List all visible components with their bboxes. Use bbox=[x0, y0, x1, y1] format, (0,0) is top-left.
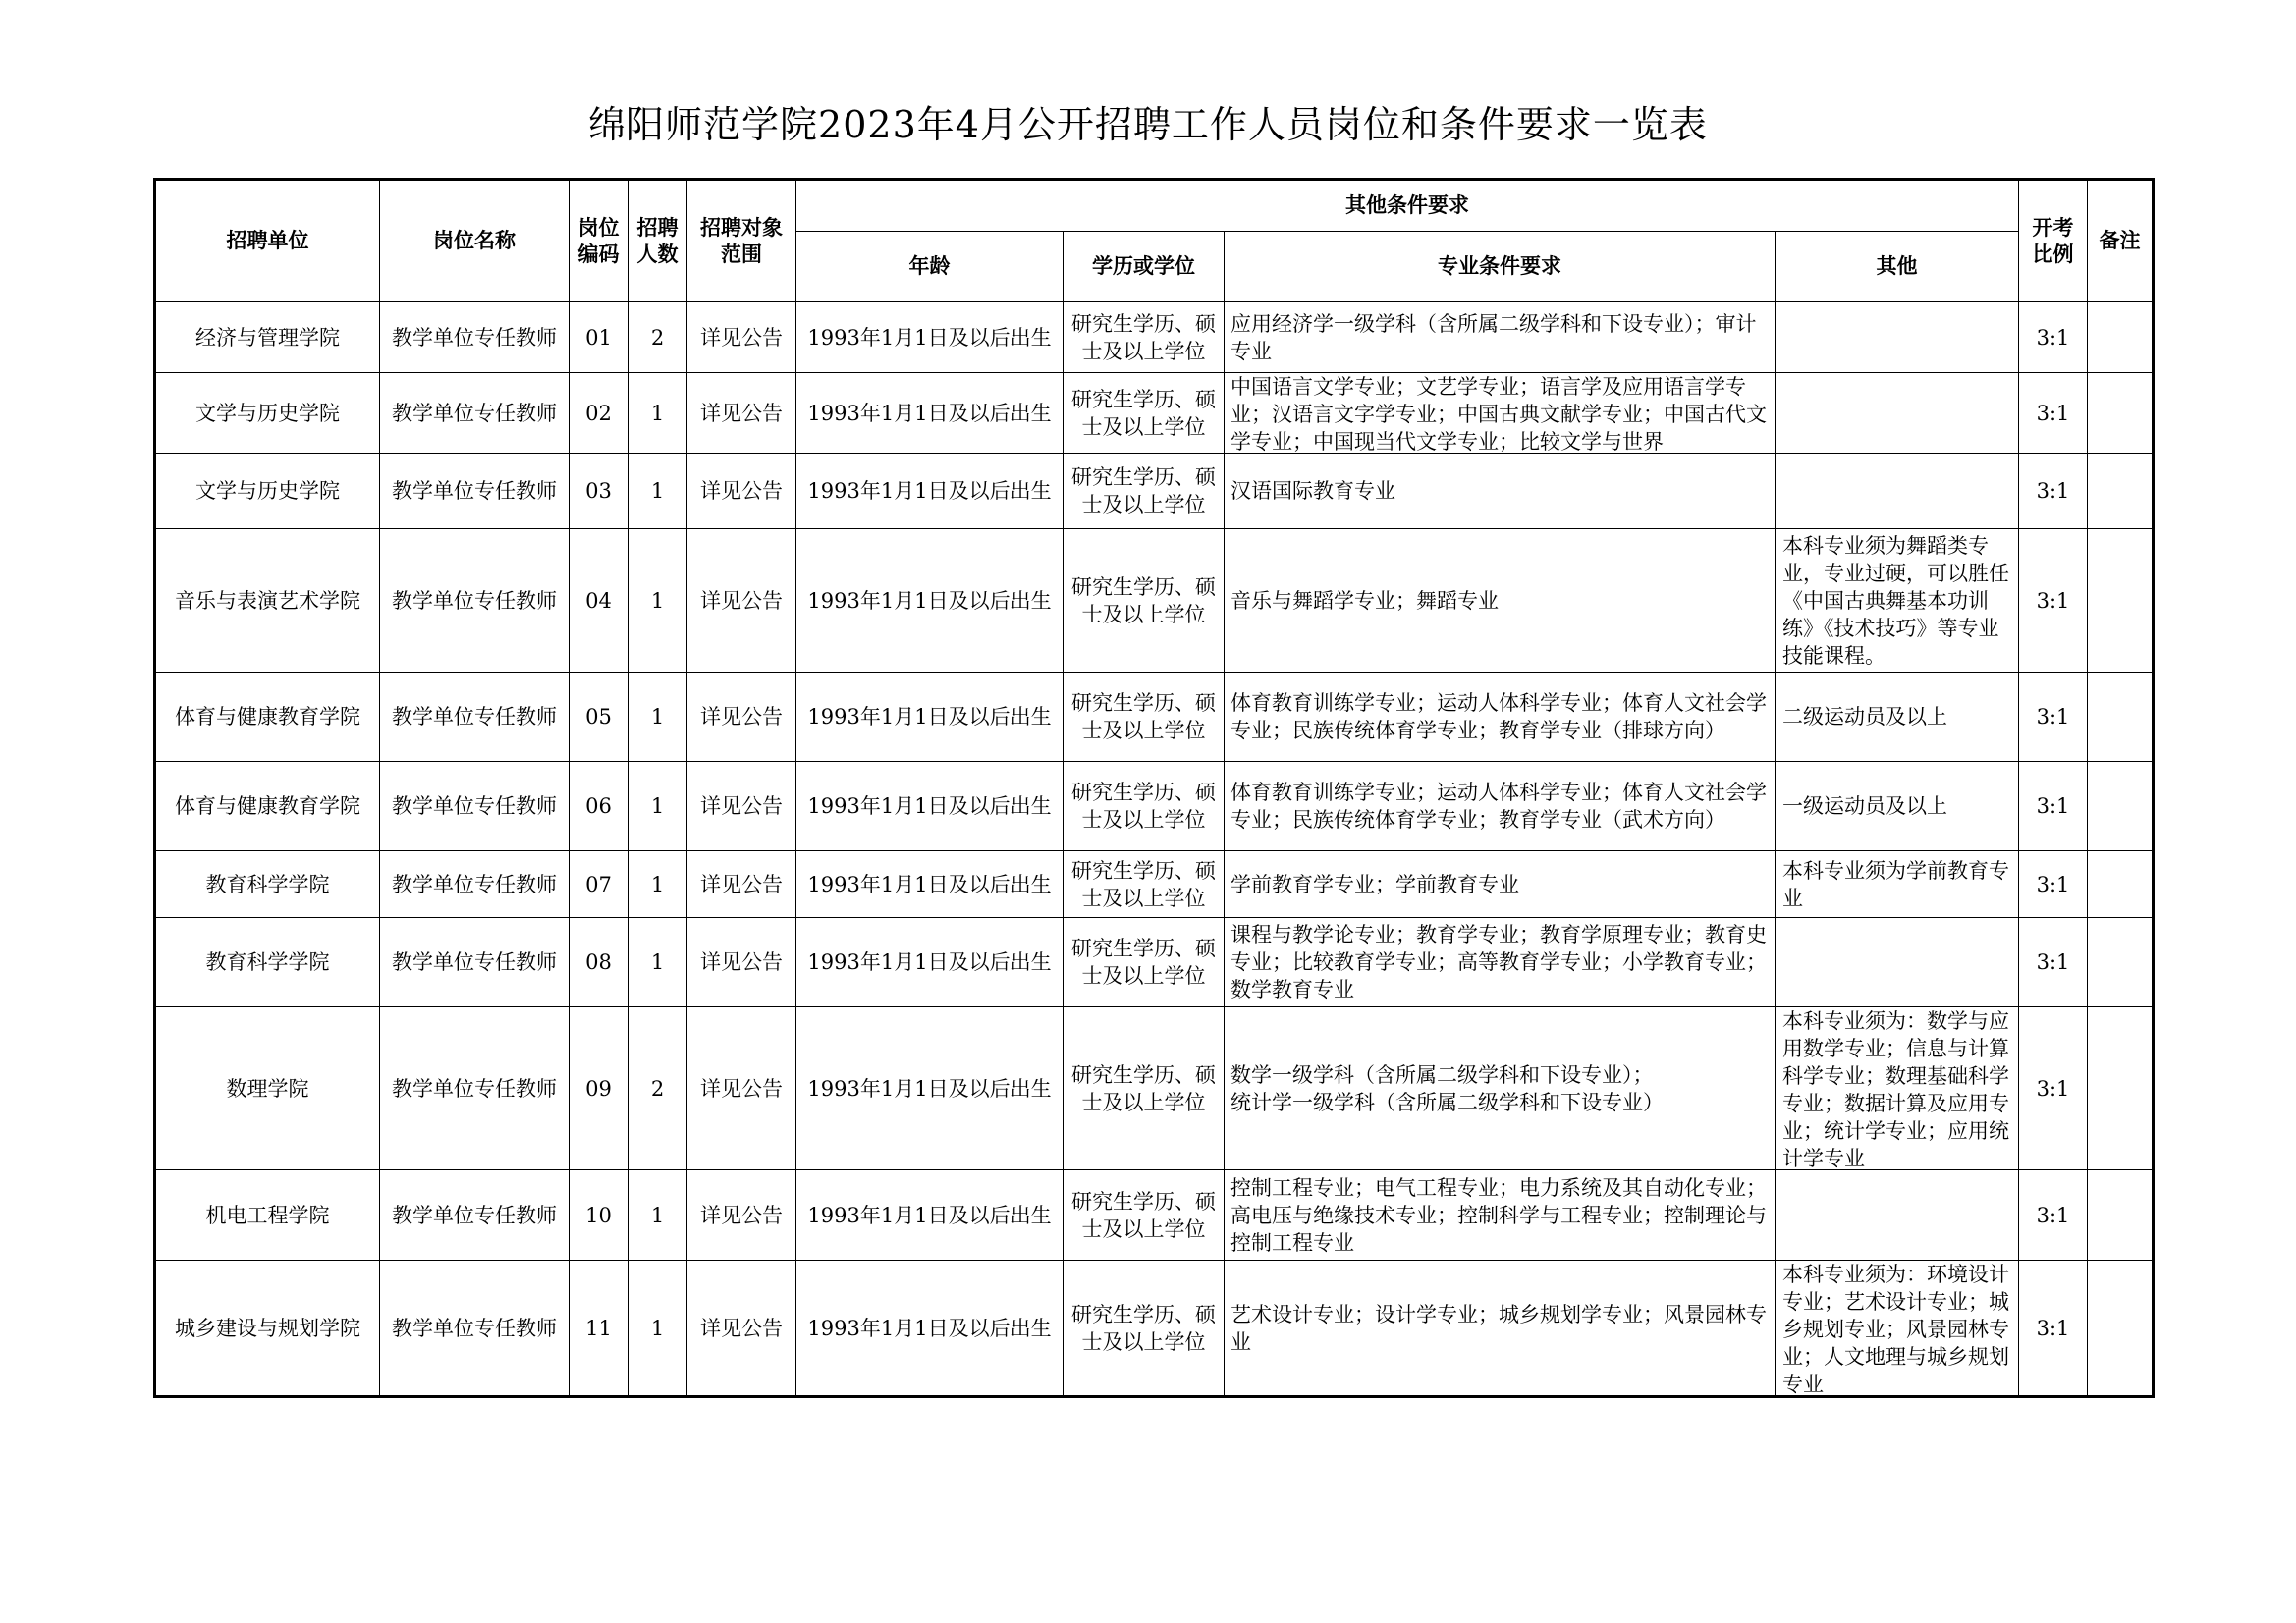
major-text: 音乐与舞蹈学专业；舞蹈专业 bbox=[1230, 588, 1499, 613]
cell-ratio: 3:1 bbox=[2019, 454, 2088, 529]
cell-unit: 体育与健康教育学院 bbox=[155, 762, 380, 851]
page-title: 绵阳师范学院2023年4月公开招聘工作人员岗位和条件要求一览表 bbox=[588, 103, 1708, 146]
cell-remarks bbox=[2088, 1261, 2154, 1397]
table-row bbox=[155, 851, 2154, 918]
cell-code: 01 bbox=[570, 302, 629, 373]
cell-ratio: 3:1 bbox=[2019, 673, 2088, 762]
cell-code: 11 bbox=[570, 1261, 629, 1397]
cell-position: 教学单位专任教师 bbox=[380, 529, 570, 673]
cell-ratio: 3:1 bbox=[2019, 373, 2088, 454]
header-code: 岗位 编码 bbox=[570, 180, 629, 302]
cell-remarks bbox=[2088, 673, 2154, 762]
cell-remarks bbox=[2088, 373, 2154, 454]
cell-ratio: 3:1 bbox=[2019, 1007, 2088, 1170]
cell-code: 09 bbox=[570, 1007, 629, 1170]
table-row bbox=[155, 762, 2154, 851]
header-other-conditions: 其他条件要求 bbox=[796, 180, 2019, 232]
cell-ratio: 3:1 bbox=[2019, 851, 2088, 918]
cell-unit: 体育与健康教育学院 bbox=[155, 673, 380, 762]
cell-education: 研究生学历、硕士及以上学位 bbox=[1064, 762, 1225, 851]
cell-age: 1993年1月1日及以后出生 bbox=[796, 1007, 1064, 1170]
cell-education: 研究生学历、硕士及以上学位 bbox=[1064, 1170, 1225, 1261]
cell-age: 1993年1月1日及以后出生 bbox=[796, 529, 1064, 673]
cell-position: 教学单位专任教师 bbox=[380, 1007, 570, 1170]
cell-other bbox=[1776, 302, 2019, 373]
cell-scope: 详见公告 bbox=[687, 673, 796, 762]
cell-scope: 详见公告 bbox=[687, 454, 796, 529]
cell-unit: 教育科学学院 bbox=[155, 918, 380, 1007]
cell-other bbox=[1776, 673, 2019, 762]
major-text: 课程与教学论专业；教育学专业；教育学原理专业；教育史专业；比较教育学专业；高等教育学专业；小学教育专业；数学教育专业 bbox=[1230, 923, 1767, 1001]
cell-major bbox=[1225, 302, 1776, 373]
header-scope: 招聘对象 范围 bbox=[687, 180, 796, 302]
table-row bbox=[155, 302, 2154, 373]
cell-remarks bbox=[2088, 454, 2154, 529]
table-row bbox=[155, 673, 2154, 762]
cell-position: 教学单位专任教师 bbox=[380, 454, 570, 529]
cell-education: 研究生学历、硕士及以上学位 bbox=[1064, 918, 1225, 1007]
cell-remarks bbox=[2088, 918, 2154, 1007]
cell-age: 1993年1月1日及以后出生 bbox=[796, 1170, 1064, 1261]
cell-count: 1 bbox=[629, 529, 687, 673]
cell-education: 研究生学历、硕士及以上学位 bbox=[1064, 373, 1225, 454]
cell-major bbox=[1225, 673, 1776, 762]
cell-code: 07 bbox=[570, 851, 629, 918]
cell-age: 1993年1月1日及以后出生 bbox=[796, 1261, 1064, 1397]
cell-ratio: 3:1 bbox=[2019, 1261, 2088, 1397]
cell-education: 研究生学历、硕士及以上学位 bbox=[1064, 1261, 1225, 1397]
cell-age: 1993年1月1日及以后出生 bbox=[796, 373, 1064, 454]
cell-major bbox=[1225, 762, 1776, 851]
cell-other bbox=[1776, 373, 2019, 454]
cell-other bbox=[1776, 1261, 2019, 1397]
cell-position: 教学单位专任教师 bbox=[380, 918, 570, 1007]
cell-position: 教学单位专任教师 bbox=[380, 302, 570, 373]
table-row bbox=[155, 1170, 2154, 1261]
cell-unit: 文学与历史学院 bbox=[155, 454, 380, 529]
cell-count: 2 bbox=[629, 302, 687, 373]
cell-major bbox=[1225, 454, 1776, 529]
table-row bbox=[155, 373, 2154, 454]
cell-other bbox=[1776, 762, 2019, 851]
major-text: 艺术设计专业；设计学专业；城乡规划学专业；风景园林专业 bbox=[1230, 1302, 1767, 1354]
cell-code: 03 bbox=[570, 454, 629, 529]
cell-count: 1 bbox=[629, 762, 687, 851]
cell-other bbox=[1776, 454, 2019, 529]
other-text: 本科专业须为舞蹈类专业，专业过硬，可以胜任《中国古典舞基本功训练》《技术技巧》等专业技能课程。 bbox=[1782, 533, 2009, 668]
cell-remarks bbox=[2088, 851, 2154, 918]
major-text: 应用经济学一级学科（含所属二级学科和下设专业）；审计专业 bbox=[1230, 311, 1757, 363]
cell-count: 1 bbox=[629, 918, 687, 1007]
cell-count: 2 bbox=[629, 1007, 687, 1170]
table-row bbox=[155, 1007, 2154, 1170]
cell-scope: 详见公告 bbox=[687, 851, 796, 918]
other-text: 本科专业须为：环境设计专业；艺术设计专业；城乡规划专业；风景园林专业；人文地理与城乡规划专业 bbox=[1782, 1263, 2009, 1395]
other-text: 一级运动员及以上 bbox=[1782, 794, 1947, 818]
cell-code: 10 bbox=[570, 1170, 629, 1261]
major-text: 体育教育训练学专业；运动人体科学专业；体育人文社会学专业；民族传统体育学专业；教育学专业（排球方向） bbox=[1230, 691, 1767, 742]
cell-education: 研究生学历、硕士及以上学位 bbox=[1064, 851, 1225, 918]
cell-scope: 详见公告 bbox=[687, 1007, 796, 1170]
major-text: 汉语国际教育专业 bbox=[1230, 479, 1395, 503]
cell-position: 教学单位专任教师 bbox=[380, 1170, 570, 1261]
header-education: 学历或学位 bbox=[1064, 232, 1225, 302]
header-count: 招聘 人数 bbox=[629, 180, 687, 302]
major-text: 控制工程专业；电气工程专业；电力系统及其自动化专业；高电压与绝缘技术专业；控制科学与工程专业；控制理论与控制工程专业 bbox=[1230, 1175, 1767, 1255]
cell-ratio: 3:1 bbox=[2019, 1170, 2088, 1261]
cell-other bbox=[1776, 918, 2019, 1007]
cell-position: 教学单位专任教师 bbox=[380, 762, 570, 851]
header-remarks: 备注 bbox=[2088, 180, 2154, 302]
cell-age: 1993年1月1日及以后出生 bbox=[796, 673, 1064, 762]
table-row bbox=[155, 1261, 2154, 1397]
cell-unit: 音乐与表演艺术学院 bbox=[155, 529, 380, 673]
major-text: 体育教育训练学专业；运动人体科学专业；体育人文社会学专业；民族传统体育学专业；教育学专业（武术方向） bbox=[1230, 781, 1767, 832]
cell-unit: 教育科学学院 bbox=[155, 851, 380, 918]
cell-age: 1993年1月1日及以后出生 bbox=[796, 918, 1064, 1007]
table-row bbox=[155, 454, 2154, 529]
cell-education: 研究生学历、硕士及以上学位 bbox=[1064, 529, 1225, 673]
cell-other bbox=[1776, 851, 2019, 918]
cell-ratio: 3:1 bbox=[2019, 918, 2088, 1007]
cell-major bbox=[1225, 1261, 1776, 1397]
cell-major bbox=[1225, 529, 1776, 673]
cell-scope: 详见公告 bbox=[687, 1261, 796, 1397]
cell-ratio: 3:1 bbox=[2019, 762, 2088, 851]
cell-position: 教学单位专任教师 bbox=[380, 1261, 570, 1397]
cell-education: 研究生学历、硕士及以上学位 bbox=[1064, 673, 1225, 762]
cell-unit: 文学与历史学院 bbox=[155, 373, 380, 454]
cell-scope: 详见公告 bbox=[687, 762, 796, 851]
cell-age: 1993年1月1日及以后出生 bbox=[796, 302, 1064, 373]
major-text: 数学一级学科（含所属二级学科和下设专业）； 统计学一级学科（含所属二级学科和下设专业） bbox=[1230, 1062, 1664, 1114]
cell-ratio: 3:1 bbox=[2019, 302, 2088, 373]
cell-unit: 城乡建设与规划学院 bbox=[155, 1261, 380, 1397]
cell-major bbox=[1225, 1007, 1776, 1170]
cell-ratio: 3:1 bbox=[2019, 529, 2088, 673]
cell-code: 08 bbox=[570, 918, 629, 1007]
cell-major bbox=[1225, 1170, 1776, 1261]
header-age: 年龄 bbox=[796, 232, 1064, 302]
cell-remarks bbox=[2088, 1170, 2154, 1261]
header-unit: 招聘单位 bbox=[155, 180, 380, 302]
table-row bbox=[155, 918, 2154, 1007]
cell-other bbox=[1776, 1007, 2019, 1170]
cell-code: 02 bbox=[570, 373, 629, 454]
cell-position: 教学单位专任教师 bbox=[380, 851, 570, 918]
cell-scope: 详见公告 bbox=[687, 373, 796, 454]
header-other: 其他 bbox=[1776, 232, 2019, 302]
cell-count: 1 bbox=[629, 851, 687, 918]
cell-position: 教学单位专任教师 bbox=[380, 673, 570, 762]
cell-age: 1993年1月1日及以后出生 bbox=[796, 762, 1064, 851]
cell-code: 05 bbox=[570, 673, 629, 762]
cell-scope: 详见公告 bbox=[687, 529, 796, 673]
cell-code: 06 bbox=[570, 762, 629, 851]
cell-count: 1 bbox=[629, 673, 687, 762]
cell-age: 1993年1月1日及以后出生 bbox=[796, 454, 1064, 529]
major-text: 学前教育学专业；学前教育专业 bbox=[1230, 872, 1519, 896]
cell-count: 1 bbox=[629, 1261, 687, 1397]
header-major: 专业条件要求 bbox=[1225, 232, 1776, 302]
cell-education: 研究生学历、硕士及以上学位 bbox=[1064, 302, 1225, 373]
header-position: 岗位名称 bbox=[380, 180, 570, 302]
cell-other bbox=[1776, 1170, 2019, 1261]
header-ratio: 开考 比例 bbox=[2019, 180, 2088, 302]
cell-other bbox=[1776, 529, 2019, 673]
cell-position: 教学单位专任教师 bbox=[380, 373, 570, 454]
other-text: 本科专业须为：数学与应用数学专业；信息与计算科学专业；数理基础科学专业；数据计算及应用专业；统计学专业；应用统计学专业 bbox=[1782, 1009, 2009, 1169]
cell-scope: 详见公告 bbox=[687, 918, 796, 1007]
cell-unit: 经济与管理学院 bbox=[155, 302, 380, 373]
other-text: 本科专业须为学前教育专业 bbox=[1782, 858, 2009, 910]
cell-remarks bbox=[2088, 1007, 2154, 1170]
cell-scope: 详见公告 bbox=[687, 302, 796, 373]
cell-count: 1 bbox=[629, 373, 687, 454]
cell-education: 研究生学历、硕士及以上学位 bbox=[1064, 1007, 1225, 1170]
cell-scope: 详见公告 bbox=[687, 1170, 796, 1261]
major-text: 中国语言文学专业；文艺学专业；语言学及应用语言学专业；汉语言文字学专业；中国古典文献学专业；中国古代文学专业；中国现当代文学专业；比较文学与世界 bbox=[1230, 375, 1767, 453]
cell-count: 1 bbox=[629, 1170, 687, 1261]
cell-count: 1 bbox=[629, 454, 687, 529]
cell-age: 1993年1月1日及以后出生 bbox=[796, 851, 1064, 918]
cell-remarks bbox=[2088, 762, 2154, 851]
cell-major bbox=[1225, 918, 1776, 1007]
recruitment-table bbox=[153, 178, 2155, 1398]
other-text: 二级运动员及以上 bbox=[1782, 705, 1947, 729]
cell-education: 研究生学历、硕士及以上学位 bbox=[1064, 454, 1225, 529]
cell-unit: 机电工程学院 bbox=[155, 1170, 380, 1261]
cell-remarks bbox=[2088, 529, 2154, 673]
cell-unit: 数理学院 bbox=[155, 1007, 380, 1170]
table-row bbox=[155, 529, 2154, 673]
cell-major bbox=[1225, 373, 1776, 454]
cell-code: 04 bbox=[570, 529, 629, 673]
cell-remarks bbox=[2088, 302, 2154, 373]
cell-major bbox=[1225, 851, 1776, 918]
